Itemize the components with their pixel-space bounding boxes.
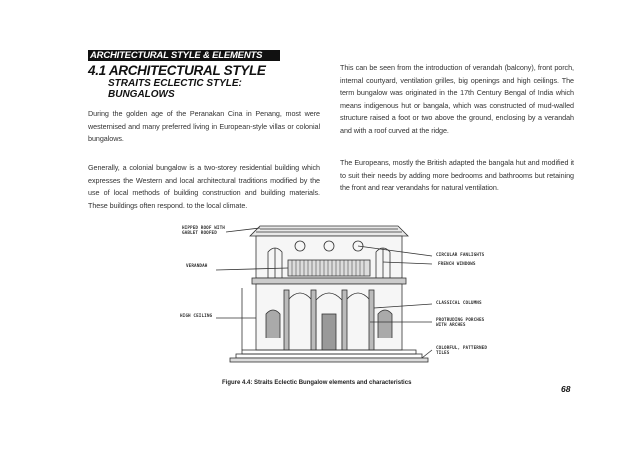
page-number: 68: [561, 384, 571, 394]
annotation-classical-columns: CLASSICAL COLUMNS: [436, 301, 482, 306]
page-title: 4.1 ARCHITECTURAL STYLE: [88, 63, 266, 78]
left-paragraph-2: Generally, a colonial bungalow is a two-storey residential building which expresses the Western and local architectural traditions modified by the use of local methods of building construction and building materials. These buildings often respond. to the local climate.: [88, 163, 320, 210]
annotation-circular-fanlights: CIRCULAR FANLIGHTS: [436, 253, 485, 258]
right-paragraph-1: This can be seen from the introduction of verandah (balcony), front porch, internal courtyard, ventilation grilles, big openings and high ceilings. The term bungalow was originated in the 17th Century Bengal of India which means indigenous hut or bangala, which was constructed of mud-walled structure raised a foot or two above the ground, enclosing by a verandah and with a roof curved at the ridge.: [340, 63, 574, 135]
page-subtitle: STRAITS ECLECTIC STYLE: BUNGALOWS: [108, 78, 242, 100]
left-paragraph-1: During the golden age of the Peranakan Cina in Penang, most were westernised and many preferred living in European-style villas or colonial bungalows.: [88, 109, 320, 144]
figure-caption: Figure 4.4: Straits Eclectic Bungalow elements and characteristics: [222, 380, 412, 386]
annotation-french-windows: FRENCH WINDOWS: [438, 262, 476, 267]
right-paragraph-2: The Europeans, mostly the British adapted the bangala hut and modified it to suit their needs by adding more bedrooms and bathrooms but retaining the front and rear verandahs for natural ventilation.: [340, 158, 574, 193]
section-tag: ARCHITECTURAL STYLE & ELEMENTS: [88, 50, 280, 61]
annotation-protruding-porches: PROTRUDING PORCHES WITH ARCHES: [436, 318, 485, 328]
annotation-hipped-roof: HIPPED ROOF WITH GABLET ROOFED: [182, 226, 225, 236]
annotation-colorful-tiles: COLORFUL, PATTERNED TILES: [436, 346, 488, 356]
annotation-verandah: VERANDAH: [186, 264, 208, 269]
annotation-high-ceiling: HIGH CEILING: [180, 314, 213, 319]
